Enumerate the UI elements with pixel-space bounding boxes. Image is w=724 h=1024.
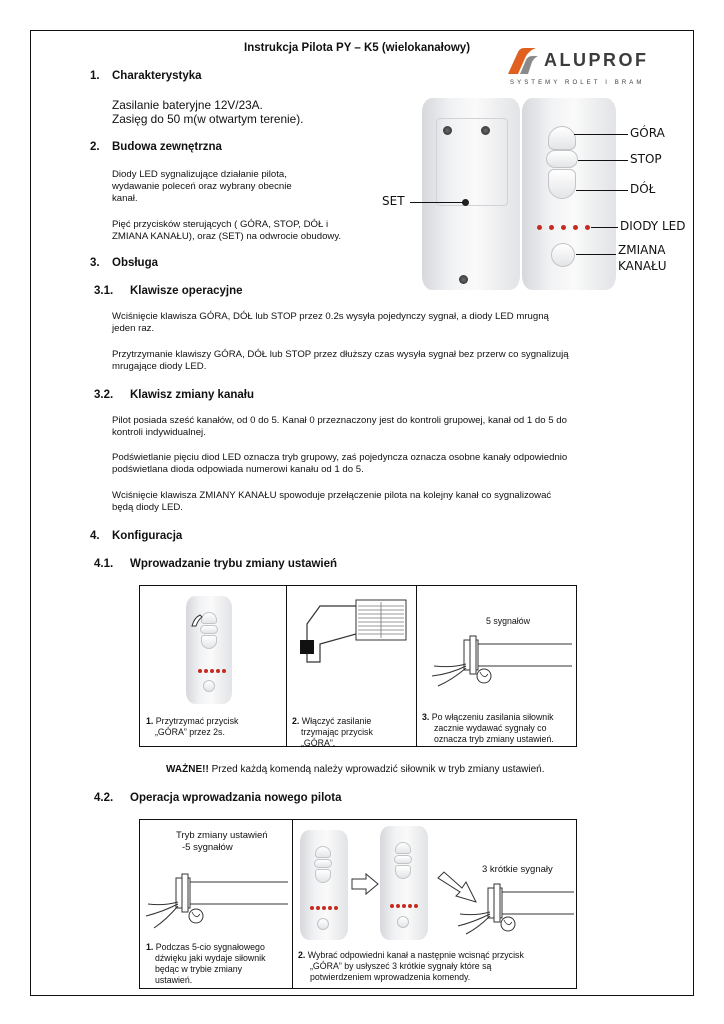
channel-button [551,243,575,267]
fig42-caption-2: 2. Wybrać odpowiedni kanał a następnie wcisnąć przycisk „GÓRA” by usłyszeć 3 krótkie sygnały które są potwierdzeniem wprowadzenia komendy. [298,950,524,982]
section-4-heading: 4. Konfiguracja [90,530,183,542]
fig41-caption-2: 2. Włączyć zasilanie trzymając przycisk „GÓRA”. [292,716,373,748]
fig41-signals-label: 5 sygnałów [486,616,531,626]
section-2-para-2: Pięć przycisków sterujących ( GÓRA, STOP, DÓŁ i ZMIANA KANAŁU), oraz (SET) na odwrocie obudowy. [112,219,342,243]
callout-set-line [410,202,464,203]
section-3-heading: 3. Obsługa [90,257,159,269]
fig41-motor-diagram [422,630,574,688]
callout-diody: DIODY LED [620,219,686,233]
section-1-heading: 1. Charakterystyka [90,70,202,82]
fig42-caption-1: 1. Podczas 5-cio sygnałowego dźwięku jaki wydaje siłownik będąc w trybie zmiany ustawień. [146,942,266,985]
callout-gora-line [574,134,628,135]
callout-zmiana: ZMIANA KANAŁU [618,243,667,273]
fig42-short-signals-label: 3 krótkie sygnały [482,864,553,875]
section-2-heading: 2. Budowa zewnętrzna [90,141,222,153]
callout-zmiana-line [576,254,616,255]
section-3-2-para-3: Wciśnięcie klawisza ZMIANY KANAŁU spowoduje przełączenie pilota na kolejny kanał co sygnalizować będą diody LED. [112,490,552,514]
important-note: WAŻNE!! Przed każdą komendą należy wprowadzić siłownik w tryb zmiany ustawień. [166,764,545,775]
callout-stop-line [578,160,628,161]
logo-brand: ALUPROF [544,50,649,70]
section-3-2-heading: 3.2. Klawisz zmiany kanału [94,389,254,401]
logo-tagline: SYSTEMY ROLET I BRAM [510,80,645,86]
fig41-caption-3: 3. Po włączeniu zasilania siłownik zacznie wydawać sygnały co oznacza tryb zmiany ustawień. [422,712,554,744]
section-1-text: Zasilanie bateryjne 12V/23A. Zasięg do 50 m(w otwartym terenie). [112,98,304,127]
fig42-motor-diagram-2 [450,880,576,936]
section-3-2-para-1: Pilot posiada sześć kanałów, od 0 do 5. Kanał 0 przeznaczony jest do kontroli grupowej, kanał od 1 do 5 do kontroli indywidualnej. [112,415,567,439]
fig42-motor-diagram-1 [144,868,290,932]
aluprof-logo [506,44,666,90]
logo-mark-icon [506,46,540,76]
section-3-1-heading: 3.1. Klawisze operacyjne [94,285,243,297]
callout-dol-line [576,190,628,191]
dol-button [548,169,576,199]
figure-4-1 [139,585,577,747]
callout-gora: GÓRA [630,126,665,140]
fig42-mode-label: Tryb zmiany ustawień -5 sygnałów [176,830,268,853]
section-4-2-heading: 4.2. Operacja wprowadzania nowego pilota [94,792,342,804]
fig41-caption-1: 1. Przytrzymać przycisk „GÓRA” przez 2s. [146,716,239,737]
callout-diody-line [591,227,618,228]
callout-set: SET [382,194,405,208]
callout-dol: DÓŁ [630,182,656,196]
finger-press-icon [190,612,206,628]
section-3-1-para-1: Wciśnięcie klawisza GÓRA, DÓŁ lub STOP przez 0.2s wysyła pojedynczy sygnał, a diody LED mrugną jeden raz. [112,311,549,335]
callout-stop: STOP [630,152,662,166]
document-title: Instrukcja Pilota PY – K5 (wielokanałowy) [244,42,471,54]
arrow-right-icon [350,872,380,896]
gora-button [548,126,576,150]
stop-button [546,150,578,168]
section-3-2-para-2: Podświetlanie pięciu diod LED oznacza tryb grupowy, zaś pojedyncza oznacza osobne kanały odpowiednio podświetlana dioda odpowiada numerowi kanału od 1 do 5. [112,452,568,476]
section-3-1-para-2: Przytrzymanie klawiszy GÓRA, DÓŁ lub STOP przez dłuższy czas wysyła sygnał bez przerw co sygnalizują mrugające diody LED. [112,349,569,373]
fig41-power-diagram [290,594,412,678]
section-2-para-1: Diody LED sygnalizujące działanie pilota, wydawanie poleceń oraz wybrany obecnie kanał. [112,169,292,205]
section-4-1-heading: 4.1. Wprowadzanie trybu zmiany ustawień [94,558,338,570]
figure-4-2 [139,819,577,989]
